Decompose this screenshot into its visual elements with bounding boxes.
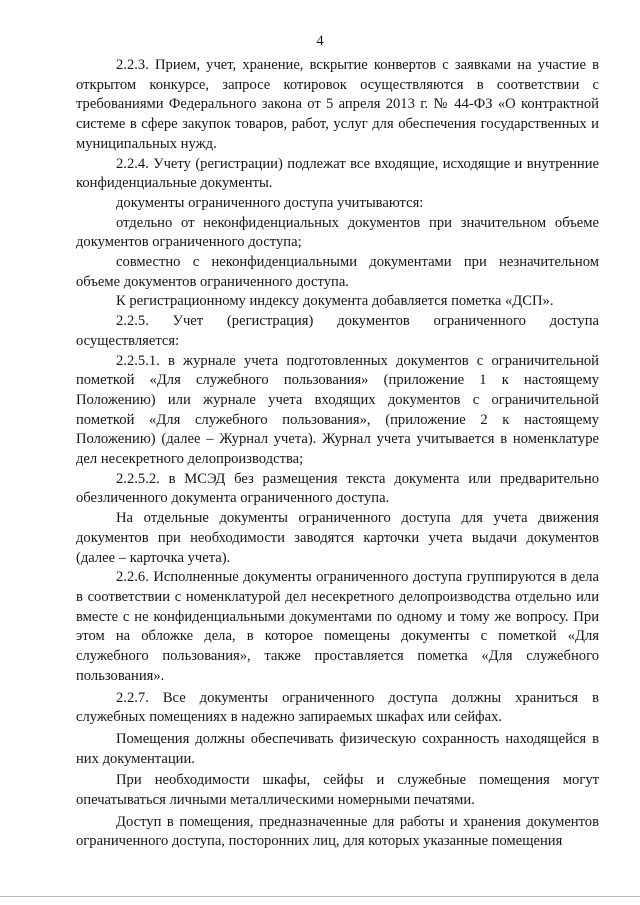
paragraph-access: Доступ в помещения, предназначенные для работы и хранения документов ограниченного доступа, посторонних лиц, для которых указанные помещения [76, 813, 599, 850]
paragraph-2-2-7: 2.2.7. Все документы ограниченного доступа должны храниться в служебных помещениях в надежно запираемых шкафах или сейфах. [76, 689, 599, 726]
paragraph-2-2-5-2: 2.2.5.2. в МСЭД без размещения текста документа или предварительно обезличенного документа ограниченного доступа. [76, 470, 599, 507]
document-body [76, 56, 599, 852]
paragraph-sealing: При необходимости шкафы, сейфы и служебные помещения могут опечатываться личными металлическими номерными печатями. [76, 772, 599, 809]
paragraph-separate-accounting: отдельно от неконфиденциальных документов при значительном объеме документов ограниченного доступа; [76, 214, 599, 251]
paragraph-2-2-6: 2.2.6. Исполненные документы ограниченного доступа группируются в дела в соответствии с номенклатурой дел несекретного делопроизводства отдельно или вместе с не конфиденциальными документами по одному и тому же вопросу. При этом на обложке дела, в которое помещены документы с пометкой «Для служебного пользования», также проставляется пометка «Для служебного пользования». [76, 569, 599, 684]
scan-edge-line [0, 896, 640, 897]
paragraph-joint-accounting: совместно с неконфиденциальными документами при незначительном объеме документов ограниченного доступа. [76, 254, 599, 290]
paragraph-2-2-5-1: 2.2.5.1. в журнале учета подготовленных документов с ограничительной пометкой «Для служебного пользования» (приложение 1 к настоящему Положению) или журнале учета входящих документов с ограничительной пометкой «Для служебного пользования», (приложение 2 к настоящему Положению) (далее – Журнал учета). Журнал учета учитывается в номенклатуре дел несекретного делопроизводства; [76, 352, 599, 468]
paragraph-2-2-3: 2.2.3. Прием, учет, хранение, вскрытие конвертов с заявками на участие в открытом конкурсе, запросе котировок осуществляются в соответствии с требованиями Федерального закона от 5 апреля 2013 г. № 44-ФЗ «О контрактной системе в сфере закупок товаров, работ, услуг для обеспечения государственных и муниципальных нужд. [76, 57, 599, 152]
paragraph-record-cards: На отдельные документы ограниченного доступа для учета движения документов при необходимости заводятся карточки учета выдачи документов (далее – карточка учета). [76, 510, 599, 566]
paragraph-2-2-5: 2.2.5. Учет (регистрация) документов ограниченного доступа осуществляется: [76, 313, 599, 349]
paragraph-premises-safety: Помещения должны обеспечивать физическую сохранность находящейся в них документации. [76, 730, 599, 767]
paragraph-dsp-mark: К регистрационному индексу документа добавляется пометка «ДСП». [116, 293, 554, 310]
paragraph-restricted-docs-intro: документы ограниченного доступа учитываются: [116, 194, 424, 211]
page-number: 4 [316, 33, 324, 49]
paragraph-2-2-4: 2.2.4. Учету (регистрации) подлежат все входящие, исходящие и внутренние конфиденциальные документы. [76, 155, 599, 192]
